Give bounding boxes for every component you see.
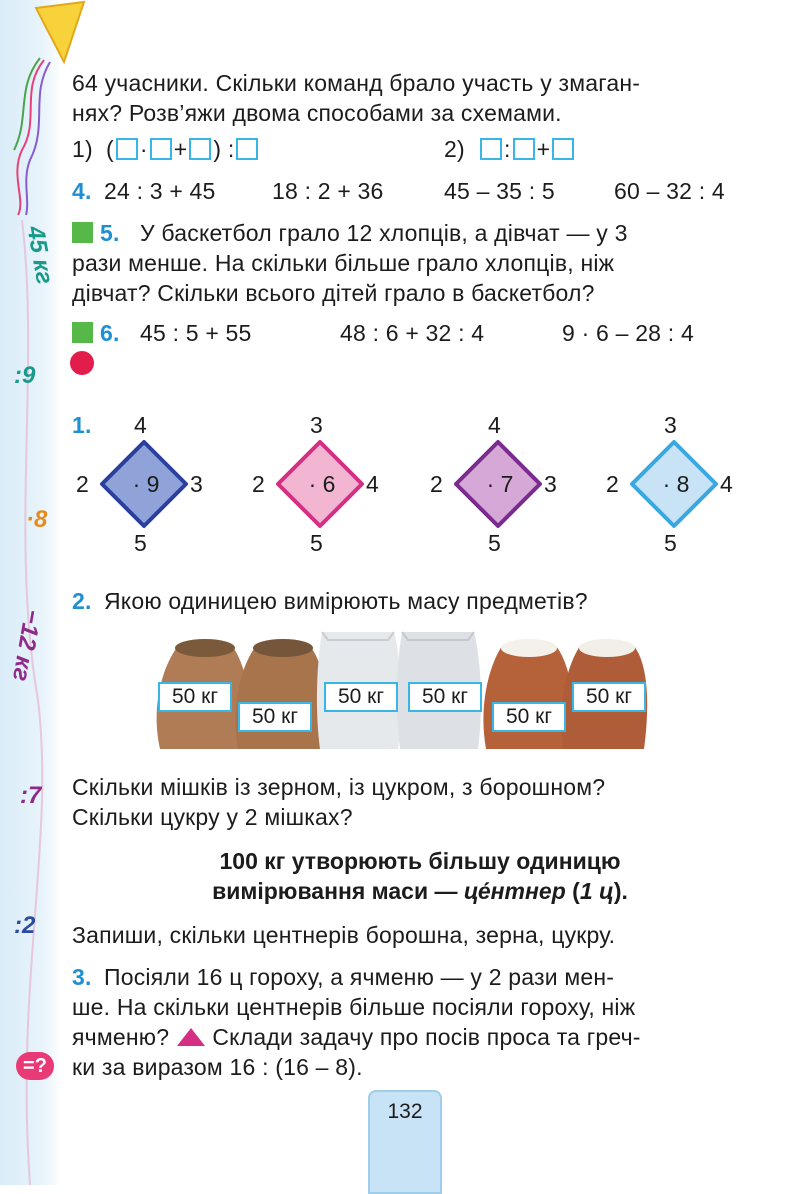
side-label-12kg: −12 кг	[6, 607, 47, 684]
diamond-bottom-number: 5	[134, 530, 147, 556]
task5-line2: рази менше. На скільки більше грало хлопців, ніж	[72, 250, 615, 276]
grain-bag-icon	[235, 639, 327, 749]
page-number-tab	[368, 1090, 442, 1194]
page-number: 132	[387, 1100, 423, 1123]
rule-text-e: ).	[613, 878, 628, 904]
diamond-center-label: · 7	[486, 471, 514, 497]
task2-q-line2: Скільки цукру у 2 мішках?	[72, 804, 353, 830]
rule-unit: 1 ц	[579, 878, 614, 904]
diamond-right-number: 3	[190, 471, 203, 497]
side-label-div9: :9	[14, 362, 36, 389]
diamond-center-label: · 6	[308, 471, 336, 497]
task6-expr-3: 9 · 6 – 28 : 4	[562, 320, 694, 346]
side-label-div2: :2	[14, 912, 36, 939]
scheme-1: 1) ( · + ) :	[72, 134, 260, 164]
task6-expr-2: 48 : 6 + 32 : 4	[340, 320, 485, 346]
diamond-top-number: 4	[488, 412, 501, 438]
write-task: Запиши, скільки центнерів борошна, зерна, цукру.	[72, 922, 616, 948]
green-square-icon	[72, 322, 93, 343]
prev-task-line2: нях? Розв’яжи двома способами за схемами.	[72, 100, 562, 126]
task5-line1: У баскетбол грало 12 хлопців, а дівчат — у 3	[140, 220, 628, 246]
blank-box[interactable]	[189, 138, 211, 160]
task4-expr-3: 45 – 35 : 5	[444, 178, 555, 204]
bag-label: 50 кг	[158, 682, 232, 712]
bag-label: 50 кг	[408, 682, 482, 712]
diamond-center-label: · 9	[132, 471, 160, 497]
task3-line2: ше. На скільки центнерів більше посіяли гороху, ніж	[72, 994, 636, 1020]
task3-line4: ки за виразом 16 : (16 – 8).	[72, 1054, 363, 1080]
task3-line1: Посіяли 16 ц гороху, а ячменю — у 2 рази мен-	[104, 964, 615, 990]
bag-label: 50 кг	[572, 682, 646, 712]
diamond-top-number: 3	[664, 412, 677, 438]
diamond-3	[430, 412, 592, 556]
blank-box[interactable]	[150, 138, 172, 160]
task4-number: 4.	[72, 178, 92, 204]
diamond-left-number: 2	[430, 471, 443, 497]
rule-text-c: (	[565, 878, 580, 904]
task3-line3b: Склади задачу про посів проса та греч-	[212, 1024, 641, 1050]
scheme-1-prefix: 1)	[72, 136, 93, 162]
task5-number: 5.	[100, 220, 120, 246]
scheme-2-prefix: 2)	[444, 136, 465, 162]
task4-expr-2: 18 : 2 + 36	[272, 178, 384, 204]
diamond-right-number: 3	[544, 471, 557, 497]
rule-line1: 100 кг утворюють більшу одиницю	[219, 848, 621, 874]
task6-expr-1: 45 : 5 + 55	[140, 320, 252, 346]
flour-bag-icon	[483, 639, 573, 749]
diamond-4	[606, 412, 768, 556]
bag-label: 50 кг	[492, 702, 566, 732]
side-label-45kg: 45 кг	[21, 224, 59, 287]
task5-line3: дівчат? Скільки всього дітей грало в баскетбол?	[72, 280, 595, 306]
diamond-right-number: 4	[720, 471, 733, 497]
diamond-right-number: 4	[366, 471, 379, 497]
side-label-div7: :7	[20, 782, 42, 809]
diamond-left-number: 2	[76, 471, 89, 497]
task2-question: Якою одиницею вимірюють масу предметів?	[104, 588, 588, 614]
prev-task-line1: 64 учасники. Скільки команд брало участь у змаган-	[72, 70, 641, 96]
diamond-center-label: · 8	[662, 471, 690, 497]
bag-label: 50 кг	[324, 682, 398, 712]
pink-triangle-icon	[176, 1027, 206, 1047]
diamond-2	[252, 412, 414, 556]
rule-term: це́нтнер	[463, 878, 566, 904]
diamond-top-number: 3	[310, 412, 323, 438]
green-square-icon	[72, 222, 93, 243]
blank-box[interactable]	[480, 138, 502, 160]
equals-question-badge: =?	[16, 1052, 54, 1080]
diamond-top-number: 4	[134, 412, 147, 438]
diamond-bottom-number: 5	[488, 530, 501, 556]
bag-label: 50 кг	[238, 702, 312, 732]
task4-expr-4: 60 – 32 : 4	[614, 178, 725, 204]
blank-box[interactable]	[513, 138, 535, 160]
task3-line3a: ячменю?	[72, 1024, 170, 1050]
rule-line2	[0, 876, 800, 906]
task3-number: 3.	[72, 964, 92, 990]
rule-text-a: вимірювання маси —	[212, 878, 464, 904]
task4-expr-1: 24 : 3 + 45	[104, 178, 216, 204]
task6-number: 6.	[100, 320, 120, 346]
blank-box[interactable]	[236, 138, 258, 160]
side-label-mul8: ·8	[26, 506, 48, 533]
blank-box[interactable]	[116, 138, 138, 160]
task2-number: 2.	[72, 588, 92, 614]
scheme-2: 2) : +	[444, 134, 576, 164]
diamond-left-number: 2	[606, 471, 619, 497]
red-circle-icon	[70, 351, 94, 375]
task2-q-line1: Скільки мішків із зерном, із цукром, з борошном?	[72, 774, 606, 800]
blank-box[interactable]	[552, 138, 574, 160]
diamond-bottom-number: 5	[310, 530, 323, 556]
diamond-1	[76, 412, 238, 556]
diamonds-task-number: 1.	[72, 412, 92, 438]
diamond-left-number: 2	[252, 471, 265, 497]
diamond-bottom-number: 5	[664, 530, 677, 556]
task3-line3	[72, 1022, 641, 1052]
